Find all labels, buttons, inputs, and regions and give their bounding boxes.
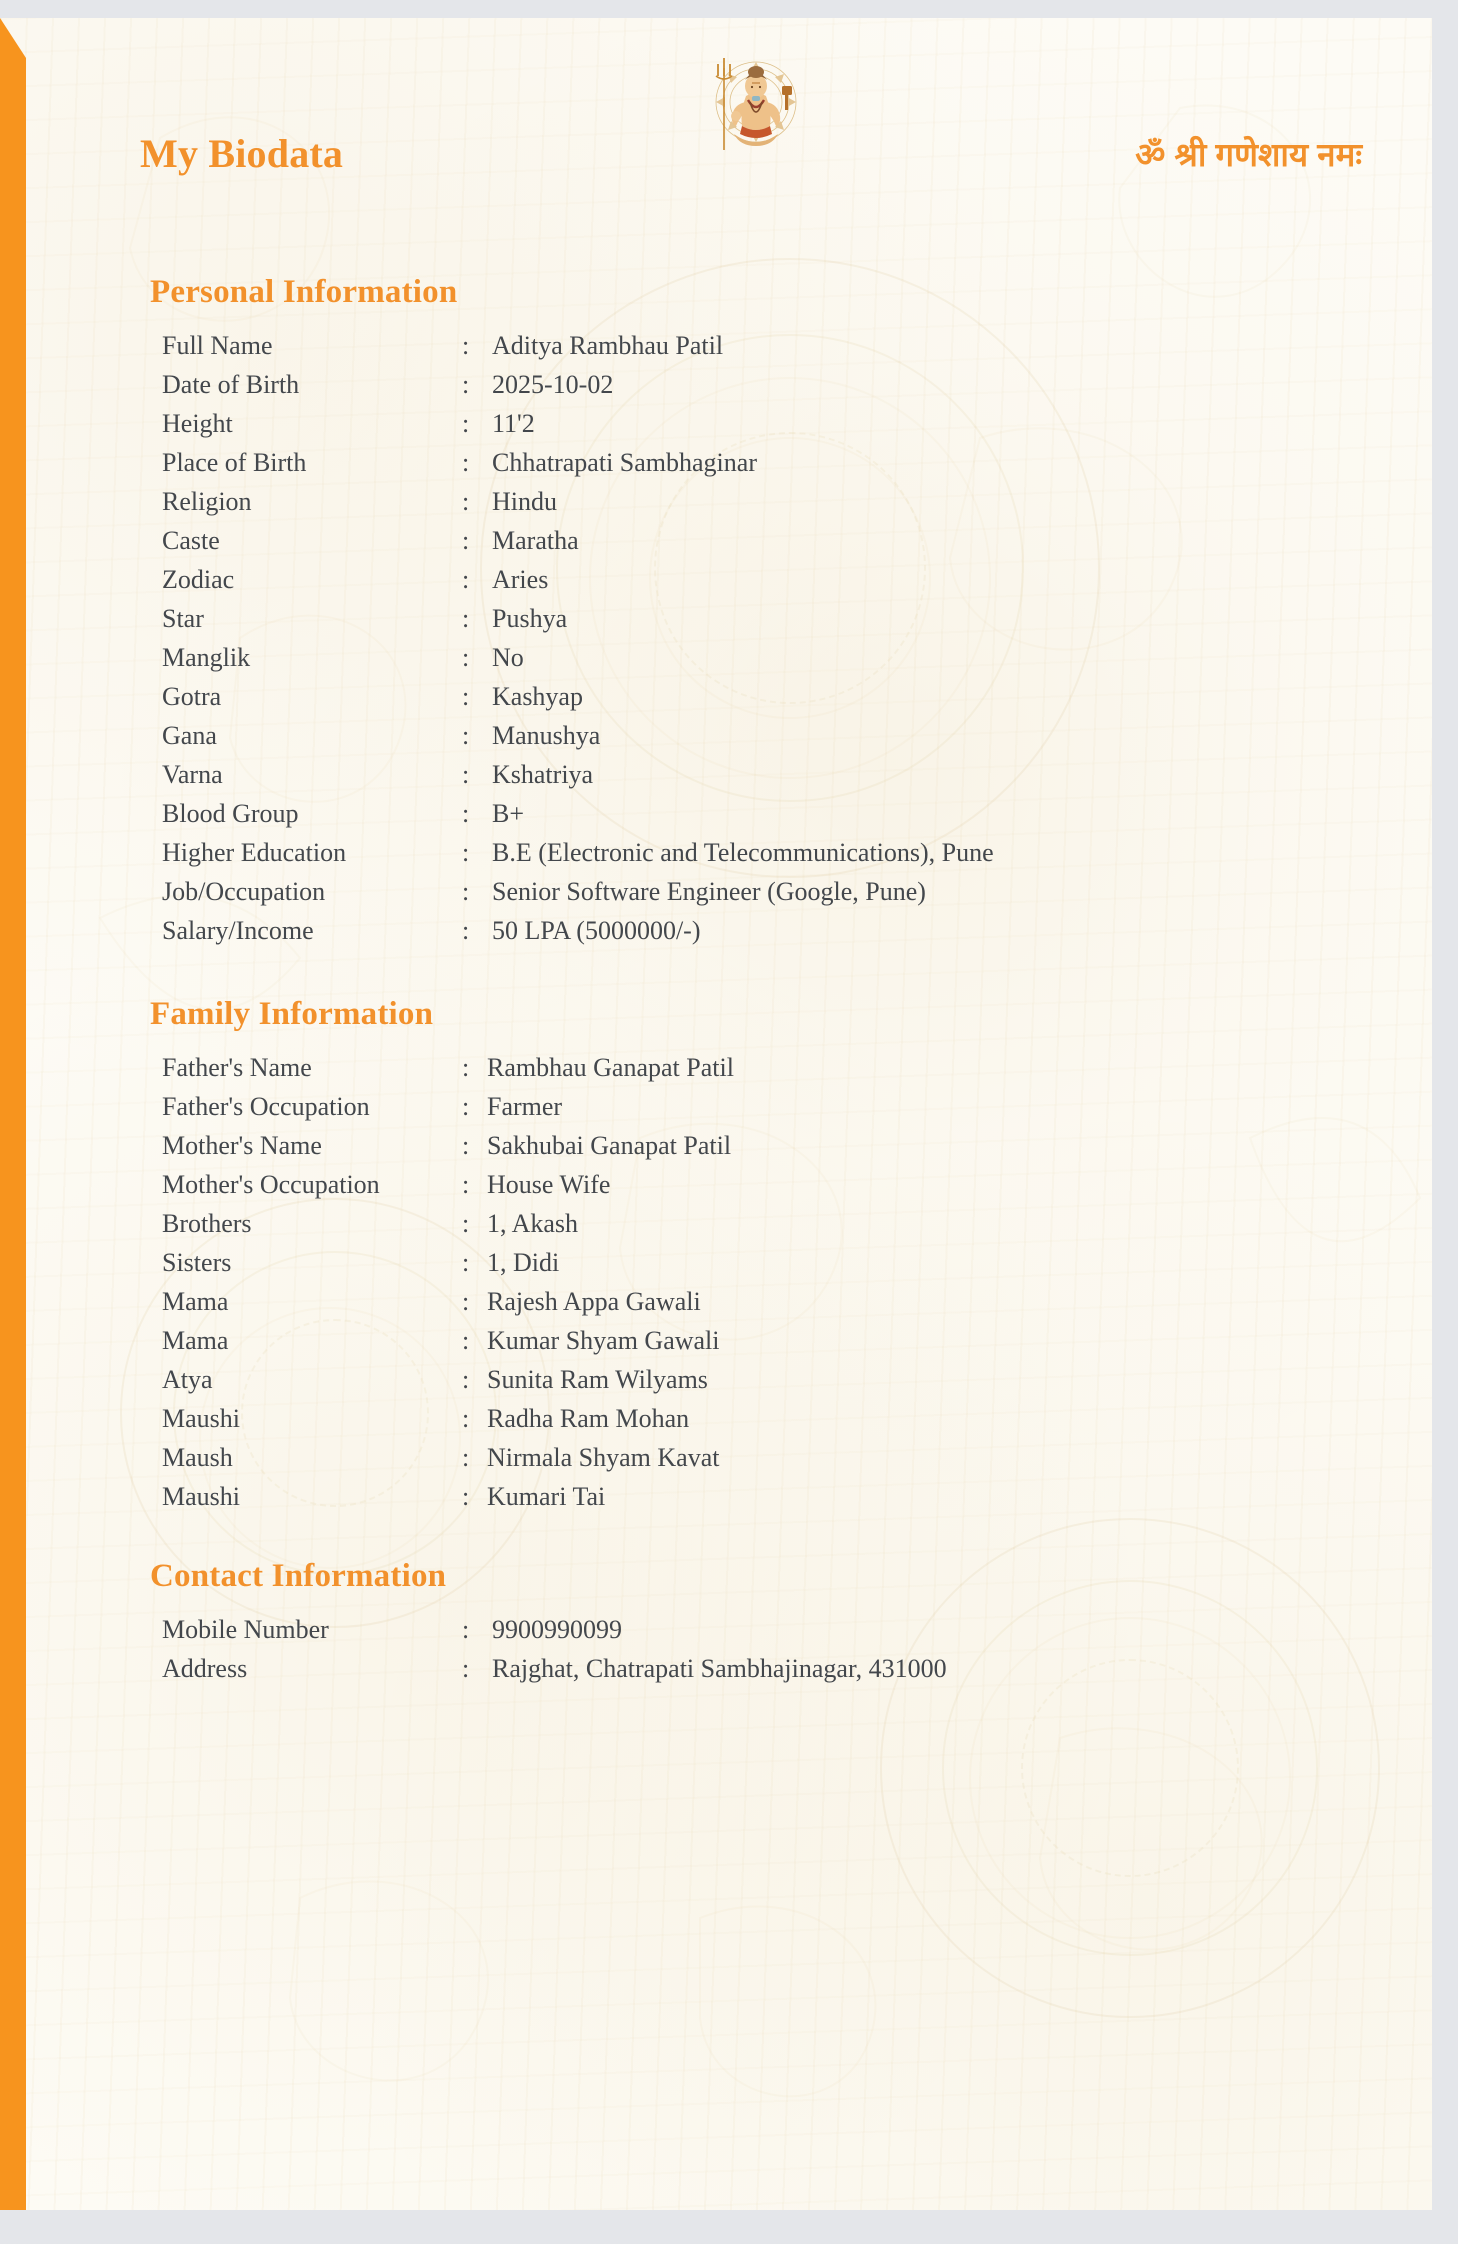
row-separator: : <box>462 409 470 438</box>
row-label: Religion <box>162 487 252 516</box>
row-value: 9900990099 <box>492 1615 622 1644</box>
row-separator: : <box>462 526 470 555</box>
row-label: Gana <box>162 721 217 750</box>
row-value: B+ <box>492 799 525 828</box>
row-separator: : <box>462 604 470 633</box>
row-separator: : <box>462 1209 470 1238</box>
table-row <box>162 1133 1372 1159</box>
personal-rows <box>162 333 1372 944</box>
row-value: Kumar Shyam Gawali <box>487 1326 720 1355</box>
table-row <box>162 1289 1372 1315</box>
row-separator: : <box>462 1365 470 1394</box>
row-value: Aditya Rambhau Patil <box>492 331 724 360</box>
row-label: Blood Group <box>162 799 299 828</box>
table-row <box>162 333 1372 359</box>
row-value: Sunita Ram Wilyams <box>487 1365 708 1394</box>
row-label: Mother's Occupation <box>162 1170 380 1199</box>
row-separator: : <box>462 1092 470 1121</box>
row-value: Maratha <box>492 526 579 555</box>
row-label: Sisters <box>162 1248 232 1277</box>
row-label: Gotra <box>162 682 222 711</box>
row-label: Maushi <box>162 1404 240 1433</box>
row-label: Salary/Income <box>162 916 314 945</box>
row-separator: : <box>462 799 470 828</box>
row-separator: : <box>462 1654 470 1683</box>
table-row <box>162 1250 1372 1276</box>
row-separator: : <box>462 565 470 594</box>
row-value: No <box>492 643 524 672</box>
row-label: Maush <box>162 1443 233 1472</box>
table-row <box>162 723 1372 749</box>
row-label: Caste <box>162 526 220 555</box>
table-row <box>162 684 1372 710</box>
row-label: Height <box>162 409 233 438</box>
table-row <box>162 1617 1372 1643</box>
row-separator: : <box>462 877 470 906</box>
row-value: Manushya <box>492 721 601 750</box>
section-title-family: Family Information <box>150 996 434 1032</box>
row-value: 2025-10-02 <box>492 370 614 399</box>
table-row <box>162 1094 1372 1120</box>
row-label: Mama <box>162 1326 229 1355</box>
row-value: Kashyap <box>492 682 583 711</box>
row-value: Pushya <box>492 604 568 633</box>
table-row <box>162 879 1372 905</box>
row-separator: : <box>462 682 470 711</box>
row-value: Senior Software Engineer (Google, Pune) <box>492 877 926 906</box>
row-separator: : <box>462 838 470 867</box>
row-label: Mother's Name <box>162 1131 322 1160</box>
row-separator: : <box>462 448 470 477</box>
section-title-contact: Contact Information <box>150 1558 447 1594</box>
table-row <box>162 1055 1372 1081</box>
row-value: Farmer <box>487 1092 563 1121</box>
row-value: Kumari Tai <box>487 1482 606 1511</box>
table-row <box>162 528 1372 554</box>
row-value: Chhatrapati Sambhaginar <box>492 448 757 477</box>
family-rows <box>162 1055 1372 1510</box>
row-label: Father's Name <box>162 1053 312 1082</box>
row-separator: : <box>462 1615 470 1644</box>
row-label: Mobile Number <box>162 1615 329 1644</box>
row-separator: : <box>462 370 470 399</box>
row-separator: : <box>462 1131 470 1160</box>
row-label: Higher Education <box>162 838 347 867</box>
row-value: 1, Akash <box>487 1209 578 1238</box>
table-row <box>162 1656 1372 1682</box>
table-row <box>162 1172 1372 1198</box>
page-header <box>140 18 1372 208</box>
table-row <box>162 450 1372 476</box>
row-separator: : <box>462 331 470 360</box>
row-separator: : <box>462 916 470 945</box>
table-row <box>162 840 1372 866</box>
section-contact-information <box>140 1558 1372 1682</box>
table-row <box>162 372 1372 398</box>
table-row <box>162 567 1372 593</box>
table-row <box>162 606 1372 632</box>
row-separator: : <box>462 1287 470 1316</box>
row-label: Full Name <box>162 331 273 360</box>
table-row <box>162 489 1372 515</box>
row-value: Sakhubai Ganapat Patil <box>487 1131 732 1160</box>
row-label: Address <box>162 1654 248 1683</box>
row-value: Hindu <box>492 487 557 516</box>
row-label: Brothers <box>162 1209 252 1238</box>
shiva-icon <box>696 46 816 166</box>
row-value: Rajesh Appa Gawali <box>487 1287 701 1316</box>
row-separator: : <box>462 760 470 789</box>
table-row <box>162 645 1372 671</box>
row-value: 11'2 <box>492 409 535 438</box>
row-separator: : <box>462 643 470 672</box>
row-separator: : <box>462 1053 470 1082</box>
table-row <box>162 918 1372 944</box>
row-value: Kshatriya <box>492 760 594 789</box>
row-value: 50 LPA (5000000/-) <box>492 916 701 945</box>
row-label: Mama <box>162 1287 229 1316</box>
row-label: Star <box>162 604 204 633</box>
contact-rows <box>162 1617 1372 1682</box>
row-label: Date of Birth <box>162 370 300 399</box>
row-label: Manglik <box>162 643 251 672</box>
row-label: Maushi <box>162 1482 240 1511</box>
section-family-information <box>140 996 1372 1510</box>
row-separator: : <box>462 1170 470 1199</box>
row-separator: : <box>462 721 470 750</box>
table-row <box>162 1367 1372 1393</box>
table-row <box>162 1445 1372 1471</box>
row-label: Job/Occupation <box>162 877 326 906</box>
table-row <box>162 762 1372 788</box>
row-separator: : <box>462 1248 470 1277</box>
row-value: Radha Ram Mohan <box>487 1404 690 1433</box>
page-title: My Biodata <box>140 130 344 176</box>
row-label: Zodiac <box>162 565 235 594</box>
table-row <box>162 1484 1372 1510</box>
table-row <box>162 1328 1372 1354</box>
section-personal-information <box>140 274 1372 944</box>
table-row <box>162 1211 1372 1237</box>
row-separator: : <box>462 487 470 516</box>
mantra-text: ॐ श्री गणेशाय नमः <box>1135 135 1362 173</box>
row-value: Nirmala Shyam Kavat <box>487 1443 720 1472</box>
table-row <box>162 411 1372 437</box>
row-separator: : <box>462 1404 470 1433</box>
row-separator: : <box>462 1326 470 1355</box>
row-label: Varna <box>162 760 223 789</box>
row-value: B.E (Electronic and Telecommunications), Pune <box>492 838 994 867</box>
row-value: Aries <box>492 565 549 594</box>
table-row <box>162 801 1372 827</box>
row-label: Atya <box>162 1365 213 1394</box>
row-separator: : <box>462 1482 470 1511</box>
table-row <box>162 1406 1372 1432</box>
row-value: Rambhau Ganapat Patil <box>487 1053 734 1082</box>
row-value: 1, Didi <box>487 1248 560 1277</box>
row-label: Father's Occupation <box>162 1092 370 1121</box>
row-value: Rajghat, Chatrapati Sambhajinagar, 431000 <box>492 1654 947 1683</box>
row-value: House Wife <box>487 1170 611 1199</box>
section-title-personal: Personal Information <box>150 274 458 310</box>
row-label: Place of Birth <box>162 448 307 477</box>
biodata-page <box>0 18 1432 2210</box>
row-separator: : <box>462 1443 470 1472</box>
